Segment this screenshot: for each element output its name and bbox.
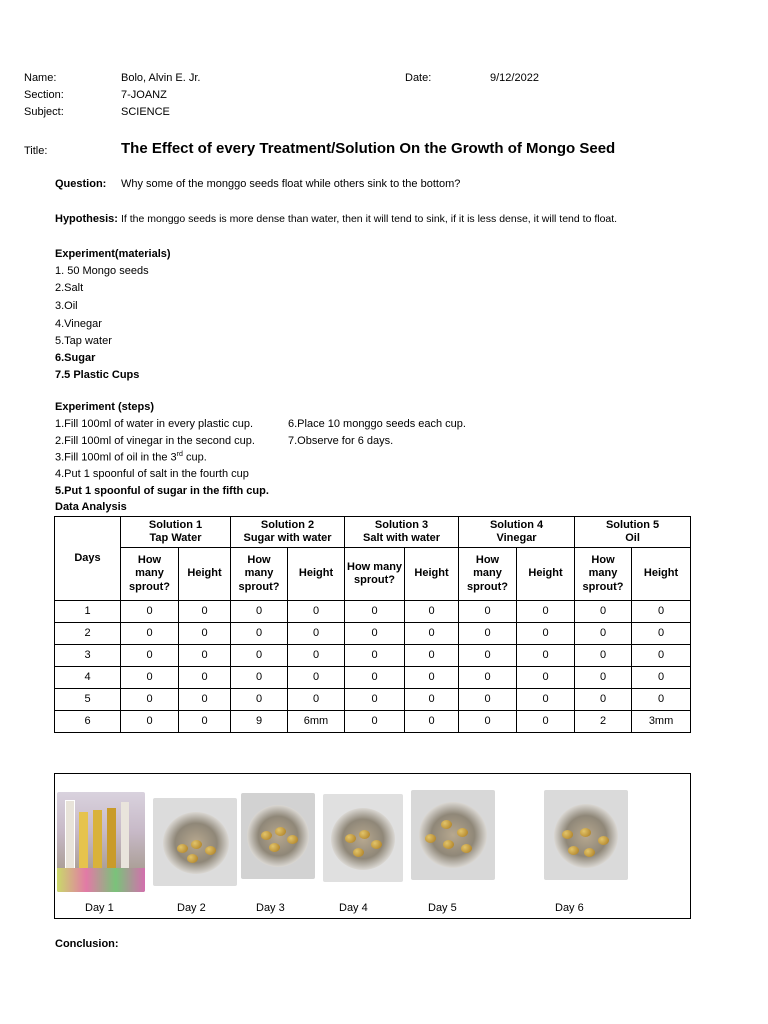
day-3-caption: Day 3 xyxy=(256,902,285,914)
value-cell: 0 xyxy=(517,623,575,645)
step-item: 7.Observe for 6 days. xyxy=(288,435,394,447)
cup-image xyxy=(65,800,75,872)
seed-image xyxy=(568,846,579,855)
value-cell: 0 xyxy=(121,667,179,689)
sprout-header: How many sprout? xyxy=(459,548,517,601)
value-cell: 0 xyxy=(405,711,459,733)
day-4-caption: Day 4 xyxy=(339,902,368,914)
value-cell: 0 xyxy=(345,667,405,689)
step-item: 4.Put 1 spoonful of salt in the fourth cup xyxy=(55,468,249,480)
date-label: Date: xyxy=(405,72,432,84)
seed-image xyxy=(359,830,370,839)
cup-image xyxy=(107,808,116,872)
day-1-photo xyxy=(57,792,145,892)
height-header: Height xyxy=(405,548,459,601)
value-cell: 0 xyxy=(459,667,517,689)
steps-heading: Experiment (steps) xyxy=(55,401,155,413)
sprout-header: How many sprout? xyxy=(575,548,632,601)
seed-image xyxy=(187,854,198,863)
day-5-photo xyxy=(411,790,495,880)
day-cell: 5 xyxy=(55,689,121,711)
solution-header: Solution 5 Oil xyxy=(575,517,691,548)
value-cell: 0 xyxy=(231,667,288,689)
step-3-tail: cup. xyxy=(182,451,207,464)
value-cell: 0 xyxy=(179,711,231,733)
value-cell: 0 xyxy=(121,645,179,667)
value-cell: 0 xyxy=(575,601,632,623)
step-item: 1.Fill 100ml of water in every plastic cup. xyxy=(55,418,254,430)
cup-image xyxy=(79,812,88,872)
cup-image xyxy=(93,810,102,872)
material-item: 1. 50 Mongo seeds xyxy=(55,265,149,277)
day-6-photo xyxy=(544,790,628,880)
material-item: 4.Vinegar xyxy=(55,318,102,330)
value-cell: 0 xyxy=(121,623,179,645)
step-3-superscript: rd xyxy=(176,451,183,458)
value-cell: 0 xyxy=(179,689,231,711)
bowl-image xyxy=(247,805,309,867)
seed-image xyxy=(461,844,472,853)
value-cell: 0 xyxy=(288,601,345,623)
step-item: 5.Put 1 spoonful of sugar in the fifth cup. xyxy=(55,485,269,497)
day-2-photo xyxy=(153,798,237,886)
subject-label: Subject: xyxy=(24,106,64,118)
day-1-caption: Day 1 xyxy=(85,902,114,914)
seed-image xyxy=(275,827,286,836)
photos-panel xyxy=(54,773,691,919)
value-cell: 0 xyxy=(632,667,691,689)
seed-image xyxy=(177,844,188,853)
day-5-caption: Day 5 xyxy=(428,902,457,914)
step-3-text: 3.Fill 100ml of oil in the 3 xyxy=(55,451,177,464)
value-cell: 6mm xyxy=(288,711,345,733)
sprout-header: How many sprout? xyxy=(345,548,405,601)
value-cell: 0 xyxy=(517,667,575,689)
seed-image xyxy=(269,843,280,852)
value-cell: 0 xyxy=(121,689,179,711)
tablecloth-image xyxy=(57,868,145,892)
value-cell: 0 xyxy=(575,623,632,645)
height-header: Height xyxy=(179,548,231,601)
value-cell: 0 xyxy=(345,623,405,645)
value-cell: 0 xyxy=(575,645,632,667)
value-cell: 0 xyxy=(405,689,459,711)
value-cell: 9 xyxy=(231,711,288,733)
hypothesis-text: If the monggo seeds is more dense than water, then it will tend to sink, if it is less dense, it will tend to float. xyxy=(121,213,618,225)
seed-image xyxy=(287,835,298,844)
seed-image xyxy=(371,840,382,849)
seed-image xyxy=(441,820,452,829)
day-cell: 2 xyxy=(55,623,121,645)
question-text: Why some of the monggo seeds float while others sink to the bottom? xyxy=(121,178,461,190)
value-cell: 0 xyxy=(517,689,575,711)
seed-image xyxy=(261,831,272,840)
sprout-header: How many sprout? xyxy=(231,548,288,601)
height-header: Height xyxy=(632,548,691,601)
seed-image xyxy=(353,848,364,857)
value-cell: 0 xyxy=(405,601,459,623)
table-row xyxy=(55,645,691,667)
value-cell: 0 xyxy=(632,601,691,623)
material-item: 2.Salt xyxy=(55,282,84,294)
value-cell: 0 xyxy=(179,623,231,645)
table-row xyxy=(55,689,691,711)
step-item: 2.Fill 100ml of vinegar in the second cup. xyxy=(55,435,255,447)
material-item: 6.Sugar xyxy=(55,352,96,364)
height-header: Height xyxy=(517,548,575,601)
value-cell: 0 xyxy=(288,689,345,711)
material-item: 7.5 Plastic Cups xyxy=(55,369,140,381)
solution-header: Solution 4 Vinegar xyxy=(459,517,575,548)
value-cell: 0 xyxy=(517,645,575,667)
data-analysis-heading: Data Analysis xyxy=(55,501,127,513)
seed-image xyxy=(584,848,595,857)
seed-image xyxy=(191,840,202,849)
date-value: 9/12/2022 xyxy=(490,72,539,84)
value-cell: 0 xyxy=(405,645,459,667)
seed-image xyxy=(345,834,356,843)
step-item: 6.Place 10 monggo seeds each cup. xyxy=(288,418,466,430)
value-cell: 0 xyxy=(575,667,632,689)
material-item: 3.Oil xyxy=(55,300,78,312)
seed-image xyxy=(443,840,454,849)
value-cell: 0 xyxy=(459,645,517,667)
data-table xyxy=(54,516,691,733)
solution-header: Solution 1 Tap Water xyxy=(121,517,231,548)
value-cell: 0 xyxy=(179,601,231,623)
value-cell: 0 xyxy=(575,689,632,711)
section-label: Section: xyxy=(24,89,64,101)
materials-heading: Experiment(materials) xyxy=(55,248,171,260)
conclusion-label: Conclusion: xyxy=(55,938,119,950)
day-cell: 4 xyxy=(55,667,121,689)
step-item xyxy=(55,451,207,464)
value-cell: 3mm xyxy=(632,711,691,733)
solution-header: Solution 2 Sugar with water xyxy=(231,517,345,548)
value-cell: 0 xyxy=(345,601,405,623)
height-header: Height xyxy=(288,548,345,601)
value-cell: 0 xyxy=(288,667,345,689)
value-cell: 2 xyxy=(575,711,632,733)
value-cell: 0 xyxy=(231,623,288,645)
value-cell: 0 xyxy=(632,623,691,645)
table-row xyxy=(55,667,691,689)
value-cell: 0 xyxy=(405,667,459,689)
value-cell: 0 xyxy=(345,711,405,733)
table-row xyxy=(55,623,691,645)
name-label: Name: xyxy=(24,72,57,84)
value-cell: 0 xyxy=(517,711,575,733)
value-cell: 0 xyxy=(231,645,288,667)
table-row xyxy=(55,711,691,733)
value-cell: 0 xyxy=(459,689,517,711)
table-row xyxy=(55,601,691,623)
value-cell: 0 xyxy=(632,645,691,667)
name-value: Bolo, Alvin E. Jr. xyxy=(121,72,201,84)
subject-value: SCIENCE xyxy=(121,106,170,118)
value-cell: 0 xyxy=(179,645,231,667)
value-cell: 0 xyxy=(179,667,231,689)
value-cell: 0 xyxy=(288,623,345,645)
sprout-header: How many sprout? xyxy=(121,548,179,601)
section-value: 7-JOANZ xyxy=(121,89,167,101)
day-cell: 6 xyxy=(55,711,121,733)
days-header: Days xyxy=(55,517,121,601)
value-cell: 0 xyxy=(231,601,288,623)
value-cell: 0 xyxy=(121,601,179,623)
day-4-photo xyxy=(323,794,403,882)
day-6-caption: Day 6 xyxy=(555,902,584,914)
hypothesis-label: Hypothesis: xyxy=(55,213,118,225)
seed-image xyxy=(562,830,573,839)
value-cell: 0 xyxy=(345,645,405,667)
seed-image xyxy=(425,834,436,843)
value-cell: 0 xyxy=(517,601,575,623)
day-cell: 1 xyxy=(55,601,121,623)
seed-image xyxy=(598,836,609,845)
solution-header: Solution 3 Salt with water xyxy=(345,517,459,548)
value-cell: 0 xyxy=(345,689,405,711)
day-cell: 3 xyxy=(55,645,121,667)
day-2-caption: Day 2 xyxy=(177,902,206,914)
question-label: Question: xyxy=(55,178,107,190)
seed-image xyxy=(580,828,591,837)
page-title: The Effect of every Treatment/Solution On the Growth of Mongo Seed xyxy=(121,140,616,157)
material-item: 5.Tap water xyxy=(55,335,112,347)
value-cell: 0 xyxy=(121,711,179,733)
value-cell: 0 xyxy=(231,689,288,711)
seed-image xyxy=(457,828,468,837)
value-cell: 0 xyxy=(459,601,517,623)
value-cell: 0 xyxy=(288,645,345,667)
value-cell: 0 xyxy=(405,623,459,645)
value-cell: 0 xyxy=(459,623,517,645)
title-label: Title: xyxy=(24,145,48,157)
value-cell: 0 xyxy=(632,689,691,711)
seed-image xyxy=(205,846,216,855)
bowl-image xyxy=(331,808,395,870)
cup-image xyxy=(121,802,129,872)
day-3-photo xyxy=(241,793,315,879)
value-cell: 0 xyxy=(459,711,517,733)
